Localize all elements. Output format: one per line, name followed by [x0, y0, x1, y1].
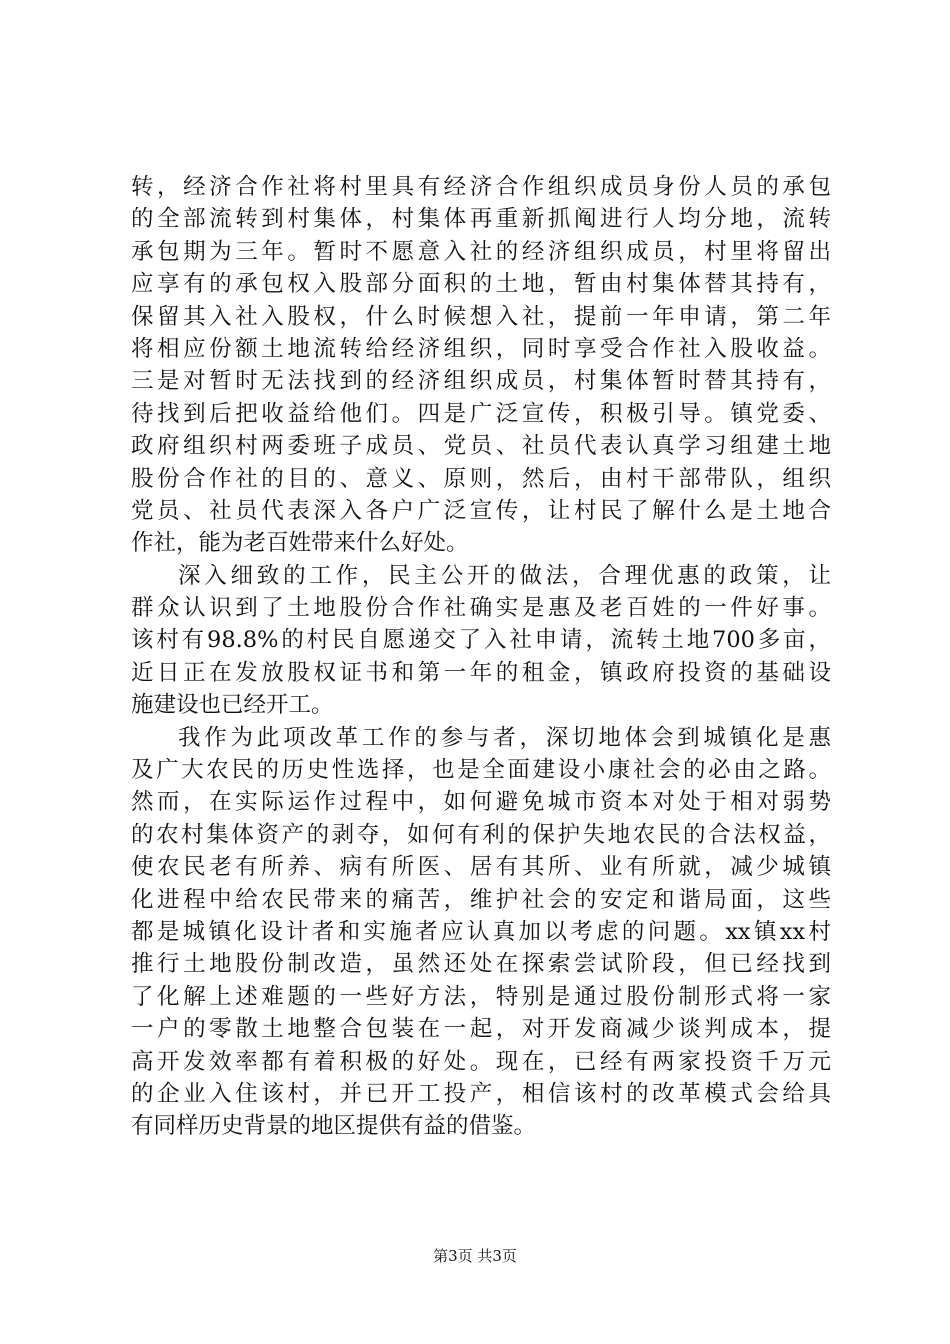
text-line: 深入细致的工作，民主公开的做法，合理优惠的政策，让	[178, 562, 831, 589]
text-line: 政府组织村两委班子成员、党员、社员代表认真学习组建土地	[131, 433, 831, 460]
text-line: 一户的零散土地整合包装在一起，对开发商减少谈判成本，提	[131, 1016, 831, 1043]
text-line: 我作为此项改革工作的参与者，深切地体会到城镇化是惠	[178, 724, 831, 751]
text-line: 了化解上述难题的一些好方法，特别是通过股份制形式将一家	[131, 983, 831, 1010]
text-line: 党员、社员代表深入各户广泛宣传，让村民了解什么是土地合	[131, 497, 831, 524]
text-line: 使农民老有所养、病有所医、居有其所、业有所就，减少城镇	[131, 854, 831, 881]
text-line: 推行土地股份制改造，虽然还处在探索尝试阶段，但已经找到	[131, 951, 831, 978]
paragraph-3	[131, 722, 831, 1143]
text-line: 三是对暂时无法找到的经济组织成员，村集体暂时替其持有，	[131, 368, 831, 395]
text-line: 然而，在实际运作过程中，如何避免城市资本对处于相对弱势	[131, 789, 831, 816]
text-line: 作社，能为老百姓带来什么好处。	[131, 530, 469, 557]
text-line: 该村有98.8%的村民自愿递交了入社申请，流转土地700多亩，	[131, 627, 831, 654]
text-line: 应享有的承包权入股部分面积的土地，暂由村集体替其持有，	[131, 271, 831, 298]
paragraph-1	[131, 171, 831, 560]
text-line: 有同样历史背景的地区提供有益的借鉴。	[131, 1113, 537, 1140]
text-line: 承包期为三年。暂时不愿意入社的经济组织成员，村里将留出	[131, 238, 831, 265]
text-line: 都是城镇化设计者和实施者应认真加以考虑的问题。xx镇xx村	[131, 918, 831, 945]
paragraph-2	[131, 560, 831, 722]
text-line: 群众认识到了土地股份合作社确实是惠及老百姓的一件好事。	[131, 595, 831, 622]
text-line: 化进程中给农民带来的痛苦，维护社会的安定和谐局面，这些	[131, 886, 831, 913]
text-line: 施建设也已经开工。	[131, 692, 334, 719]
text-line: 待找到后把收益给他们。四是广泛宣传，积极引导。镇党委、	[131, 400, 831, 427]
text-line: 保留其入社入股权，什么时候想入社，提前一年申请，第二年	[131, 303, 831, 330]
page-number: 第3页 共3页	[433, 1247, 517, 1265]
text-line: 的农村集体资产的剥夺，如何有利的保护失地农民的合法权益，	[131, 821, 831, 848]
text-line: 转，经济合作社将村里具有经济合作组织成员身份人员的承包	[131, 174, 831, 200]
text-line: 的全部流转到村集体，村集体再重新抓阄进行人均分地，流转	[131, 206, 831, 233]
text-line: 及广大农民的历史性选择，也是全面建设小康社会的必由之路。	[131, 757, 831, 784]
text-line: 的企业入住该村，并已开工投产，相信该村的改革模式会给具	[131, 1080, 831, 1107]
text-line: 高开发效率都有着积极的好处。现在，已经有两家投资千万元	[131, 1048, 831, 1075]
text-line: 将相应份额土地流转给经济组织，同时享受合作社入股收益。	[131, 335, 831, 362]
text-line: 股份合作社的目的、意义、原则，然后，由村干部带队，组织	[131, 465, 831, 492]
document-body	[131, 171, 831, 1143]
text-line: 近日正在发放股权证书和第一年的租金，镇政府投资的基础设	[131, 659, 831, 686]
